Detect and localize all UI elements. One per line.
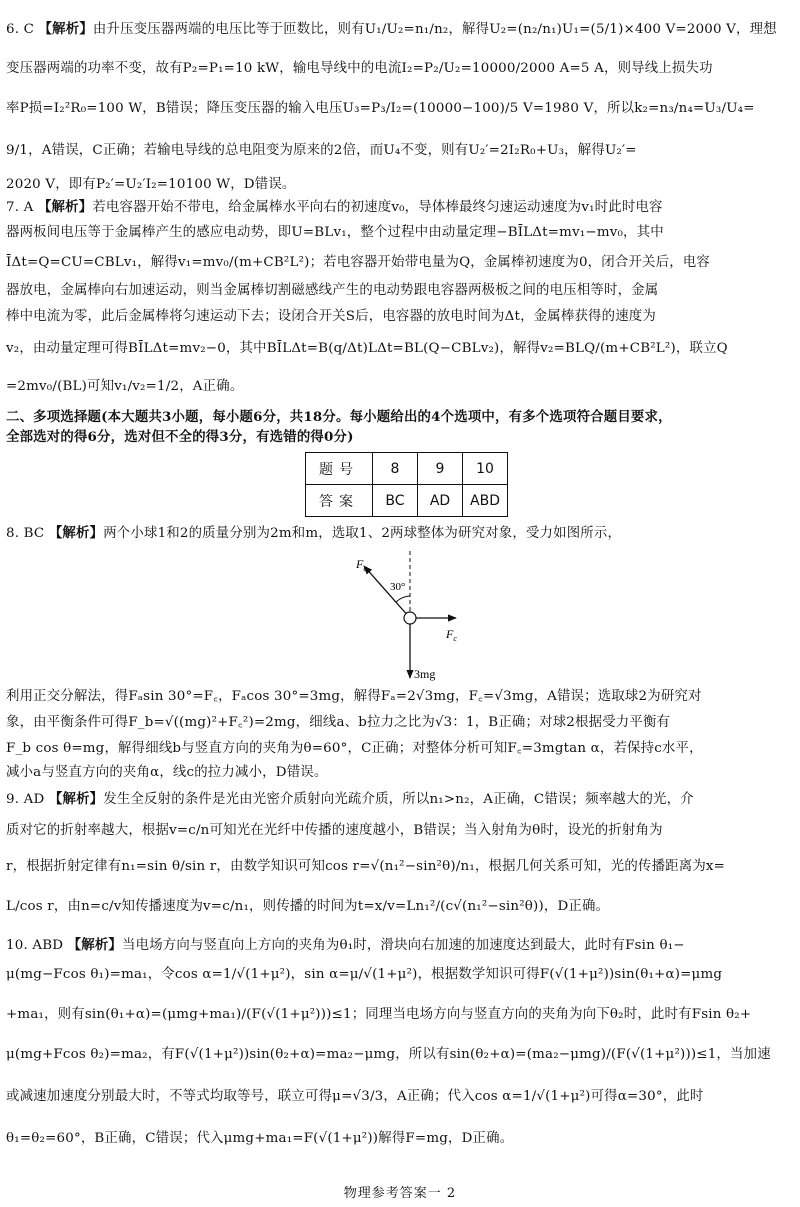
- answer-text: F_b cos θ=mg，解得细线b与竖直方向的夹角为θ=60°，C正确；对整体分析可知F꜀=3mgtan α，若保持c水平，: [6, 741, 703, 756]
- answer-text: 变压器两端的功率不变，故有P₂=P₁=10 kW，输电导线中的电流I₂=P₂/U₂=10000/2000 A=5 A，则导线上损失功: [6, 61, 713, 76]
- analysis-tag: 【解析】: [48, 525, 104, 541]
- text-line: [6, 20, 792, 39]
- answer-text: 减小a与竖直方向的夹角α，线c的拉力减小，D错误。: [6, 765, 328, 780]
- analysis-tag: 【解析】: [67, 937, 123, 953]
- answer-text: μ(mg−Fcos θ₁)=ma₁，令cos α=1/√(1+μ²)，sin α=μ/√(1+μ²)，根据数学知识可得F(√(1+μ²))sin(θ₁+α)=μmg: [6, 967, 723, 982]
- text-line: [6, 308, 792, 326]
- page-footer: 物理参考答案一 2: [343, 1186, 457, 1201]
- answer-text: 率P损=I₂²R₀=100 W，B错误；降压变压器的输入电压U₃=P₃/I₂=(10000−100)/5 V=1980 V，所以k₂=n₃/n₄=U₃/U₄=: [6, 101, 755, 116]
- table-cell: AD: [418, 485, 463, 517]
- question-number: 9. AD: [6, 792, 49, 807]
- angle-label: 30°: [390, 581, 406, 593]
- text-line: [6, 282, 792, 300]
- answer-text: +ma₁，则有sin(θ₁+α)=(μmg+ma₁)/(F(√(1+μ²)))≤1；同理当电场方向与竖直方向的夹角为向下θ₂时，此时有Fsin θ₂+: [6, 1007, 752, 1022]
- question-number: 7. A: [6, 200, 38, 215]
- text-line: [6, 100, 792, 118]
- table-cell: BC: [373, 485, 418, 517]
- text-line: [6, 142, 792, 160]
- text-line: [6, 714, 792, 732]
- analysis-tag: 【解析】: [38, 21, 93, 37]
- q8-intro: [6, 524, 792, 543]
- table-cell: 10: [463, 453, 508, 485]
- answer-text: 二、多项选择题(本大题共3小题，每小题6分，共18分。每小题给出的4个选项中，有多个选项符合题目要求，: [6, 409, 672, 425]
- answer-text: 2020 V，即有P₂′=U₂′I₂=10100 W，D错误。: [6, 177, 296, 192]
- answer-text: 由升压变压器两端的电压比等于匝数比，则有U₁/U₂=n₁/n₂，解得U₂=(n₂/n₁)U₁=(5/1)×400 V=2000 V，理想: [92, 22, 777, 37]
- text-line: [6, 378, 792, 396]
- answer-text: r，根据折射定律有n₁=sin θ/sin r，由数学知识可知cos r=√(n₁²−sin²θ)/n₁，根据几何关系可知，光的传播距离为x=: [6, 859, 726, 874]
- table-cell: 9: [418, 453, 463, 485]
- text-line: [6, 1130, 792, 1148]
- text-line: [6, 898, 792, 916]
- answer-text: L/cos r，由n=c/v知传播速度为v=c/n₁，则传播的时间为t=x/v=Ln₁²/(c√(n₁²−sin²θ))，D正确。: [6, 899, 610, 914]
- text-line: [6, 1006, 792, 1024]
- analysis-tag: 【解析】: [48, 791, 104, 807]
- answer-text: v₂，由动量定理可得BĪLΔt=mv₂−0，其中BĪLΔt=B(q/Δt)LΔt=BL(Q−CBLv₂)，解得v₂=BLQ/(m+CB²L²)，联立Q: [6, 341, 728, 356]
- question-number: 10. ABD: [6, 938, 68, 953]
- force-diagram: [350, 546, 460, 686]
- force-c-label: $F_c$: [446, 627, 457, 643]
- answer-text: 当电场方向与竖直向上方向的夹角为θ₁时，滑块向右加速的加速度达到最大，此时有Fsin θ₁−: [122, 938, 685, 953]
- angle-arc: [396, 596, 410, 602]
- text-line: [6, 858, 792, 876]
- section-heading-line: [6, 408, 792, 426]
- question-number: 6. C: [6, 22, 39, 37]
- answer-text: 9/1，A错误，C正确；若输电导线的总电阻变为原来的2倍，而U₄不变，则有U₂′=2I₂R₀+U₃，解得U₂′=: [6, 143, 637, 158]
- answer-table: [305, 452, 508, 517]
- answer-text: 全部选对的得6分，选对但不全的得3分，有选错的得0分): [6, 429, 354, 445]
- table-cell: 题号: [306, 453, 373, 485]
- text-line: [6, 764, 792, 782]
- text-line: [6, 198, 792, 217]
- answer-text: 象，由平衡条件可得F_b=√((mg)²+F꜀²)=2mg，细线a、b拉力之比为√3：1，B正确；对球2根据受力平衡有: [6, 715, 671, 730]
- table-cell: ABD: [463, 485, 508, 517]
- table-cell: 答案: [306, 485, 373, 517]
- text-line: [6, 822, 792, 840]
- answer-text: 棒中电流为零，此后金属棒将匀速运动下去；设闭合开关S后，电容器的放电时间为Δt，金属棒获得的速度为: [6, 309, 656, 324]
- text-line: [6, 1046, 792, 1064]
- text-line: [6, 740, 792, 758]
- answer-text: 质对它的折射率越大，根据v=c/n可知光在光纤中传播的速度越小，B错误；当入射角为θ时，设光的折射角为: [6, 823, 663, 838]
- table-row: [306, 485, 508, 517]
- answer-text: μ(mg+Fcos θ₂)=ma₂，有F(√(1+μ²))sin(θ₂+α)=ma₂−μmg，所以有sin(θ₂+α)=(ma₂−μmg)/(F(√(1+μ²)))≤1，当加速: [6, 1047, 771, 1062]
- text-line: [6, 966, 792, 984]
- text-line: [6, 254, 792, 272]
- section-heading-line: [6, 428, 792, 446]
- text-line: [6, 936, 792, 955]
- force-a-label: $F_a$: [356, 557, 368, 573]
- ball-system: [404, 612, 416, 624]
- answer-text: ĪΔt=Q=CU=CBLv₁，解得v₁=mv₀/(m+CB²L²)；若电容器开始带电量为Q，金属棒初速度为0，闭合开关后，电容: [6, 255, 710, 270]
- answer-text: 或减速加速度分别最大时，不等式均取等号，联立可得μ=√3/3，A正确；代入cos α=1/√(1+μ²)可得α=30°，此时: [6, 1089, 704, 1104]
- answer-text: 若电容器开始不带电，给金属棒水平向右的初速度v₀，导体棒最终匀速运动速度为v₁时此时电容: [92, 200, 663, 215]
- text-line: [6, 60, 792, 78]
- table-cell: 8: [373, 453, 418, 485]
- answer-text: 器放电，金属棒向右加速运动，则当金属棒切割磁感线产生的电动势跟电容器两极板之间的电压相等时，金属: [6, 283, 659, 298]
- answer-text: =2mv₀/(BL)可知v₁/v₂=1/2，A正确。: [6, 379, 244, 394]
- answer-text: 利用正交分解法，得Fₐsin 30°=F꜀，Fₐcos 30°=3mg，解得Fₐ=2√3mg，F꜀=√3mg，A错误；选取球2为研究对: [6, 689, 702, 704]
- text-line: [6, 1088, 792, 1106]
- text-line: [6, 176, 792, 194]
- question-number: 8. BC: [6, 526, 49, 541]
- answer-text: θ₁=θ₂=60°，B正确，C错误；代入μmg+ma₁=F(√(1+μ²))解得F=mg，D正确。: [6, 1131, 514, 1146]
- analysis-tag: 【解析】: [37, 199, 93, 215]
- answer-text: 器两板间电压等于金属棒产生的感应电动势，即U=BLv₁，整个过程中由动量定理−BĪLΔt=mv₁−mv₀，其中: [6, 225, 664, 240]
- weight-label: 3mg: [414, 667, 436, 681]
- text-line: [6, 790, 792, 809]
- answer-text: 发生全反射的条件是光由光密介质射向光疏介质，所以n₁>n₂，A正确，C错误；频率越大的光，介: [103, 792, 694, 807]
- text-line: [6, 340, 792, 358]
- table-row: [306, 453, 508, 485]
- text-line: [6, 224, 792, 242]
- text-line: [6, 688, 792, 706]
- answer-text: 两个小球1和2的质量分别为2m和m，选取1、2两球整体为研究对象，受力如图所示，: [103, 526, 622, 541]
